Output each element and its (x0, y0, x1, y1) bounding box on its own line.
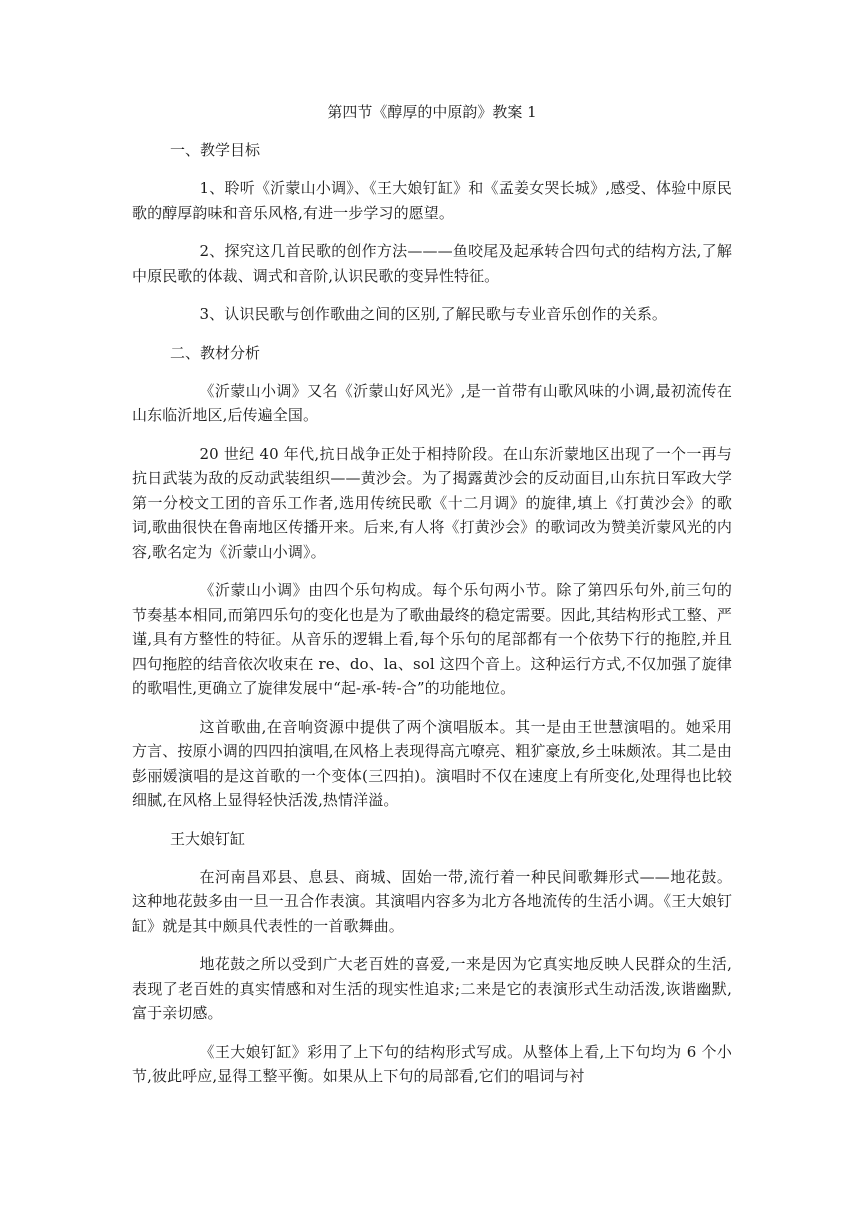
paragraph: 《沂蒙山小调》由四个乐句构成。每个乐句两小节。除了第四乐句外,前三句的节奏基本相同,而第四乐句的变化也是为了歌曲最终的稳定需要。因此,其结构形式工整、严谨,具有方整性的特征。从音乐的逻辑上看,每个乐句的尾部都有一个依势下行的拖腔,并且四句拖腔的结音依次收束在 re、do、la、sol 这四个音上。这种运行方式,不仅加强了旋律的歌唱性,更确立了旋律发展中“起-承-转-合”的功能地位。 (132, 581, 732, 697)
paragraph: 这首歌曲,在音响资源中提供了两个演唱版本。其一是由王世慧演唱的。她采用方言、按原小调的四四拍演唱,在风格上表现得高亢嘹亮、粗犷豪放,乡土味颇浓。其二是由彭丽媛演唱的是这首歌的一个变体(三四拍)。演唱时不仅在速度上有所变化,处理得也比较细腻,在风格上显得轻快活泼,热情洋溢。 (132, 717, 732, 809)
paragraph: 地花鼓之所以受到广大老百姓的喜爱,一来是因为它真实地反映人民群众的生活,表现了老百姓的真实情感和对生活的现实性追求;二来是它的表演形式生动活泼,诙谐幽默,富于亲切感。 (132, 955, 732, 1022)
paragraph: 《王大娘钉缸》彩用了上下句的结构形式写成。从整体上看,上下句均为 6 个小节,彼此呼应,显得工整平衡。如果从上下句的局部看,它们的唱词与衬 (132, 1042, 732, 1085)
paragraph: 1、聆听《沂蒙山小调》、《王大娘钉缸》和《孟姜女哭长城》,感受、体验中原民歌的醇厚韵味和音乐风格,有进一步学习的愿望。 (132, 179, 732, 222)
document-body (132, 138, 732, 1089)
section-heading: 王大娘钉缸 (170, 829, 246, 848)
paragraph: 2、探究这几首民歌的创作方法———鱼咬尾及起承转合四句式的结构方法,了解中原民歌的体裁、调式和音阶,认识民歌的变异性特征。 (132, 242, 732, 285)
paragraph: 《沂蒙山小调》又名《沂蒙山好风光》,是一首带有山歌风味的小调,最初流传在山东临沂地区,后传遍全国。 (132, 381, 732, 424)
paragraph: 在河南昌邓县、息县、商城、固始一带,流行着一种民间歌舞形式——地花鼓。这种地花鼓多由一旦一丑合作表演。其演唱内容多为北方各地流传的生活小调。《王大娘钉缸》就是其中颇具代表性的一首歌舞曲。 (132, 867, 732, 935)
section-heading: 一、教学目标 (170, 141, 261, 159)
section-heading: 二、教材分析 (170, 343, 261, 362)
document-page (132, 100, 732, 1103)
paragraph: 20 世纪 40 年代,抗日战争正处于相持阶段。在山东沂蒙地区出现了一个一再与抗日武装为敌的反动武装组织——黄沙会。为了揭露黄沙会的反动面目,山东抗日军政大学第一分校文工团的音乐工作者,选用传统民歌《十二月调》的旋律,填上《打黄沙会》的歌词,歌曲很快在鲁南地区传播开来。后来,有人将《打黄沙会》的歌词改为赞美沂蒙风光的内容,歌名定为《沂蒙山小调》。 (132, 444, 732, 561)
document-title: 第四节《醇厚的中原韵》教案 1 (327, 103, 537, 121)
paragraph: 3、认识民歌与创作歌曲之间的区别,了解民歌与专业音乐创作的关系。 (199, 305, 668, 323)
